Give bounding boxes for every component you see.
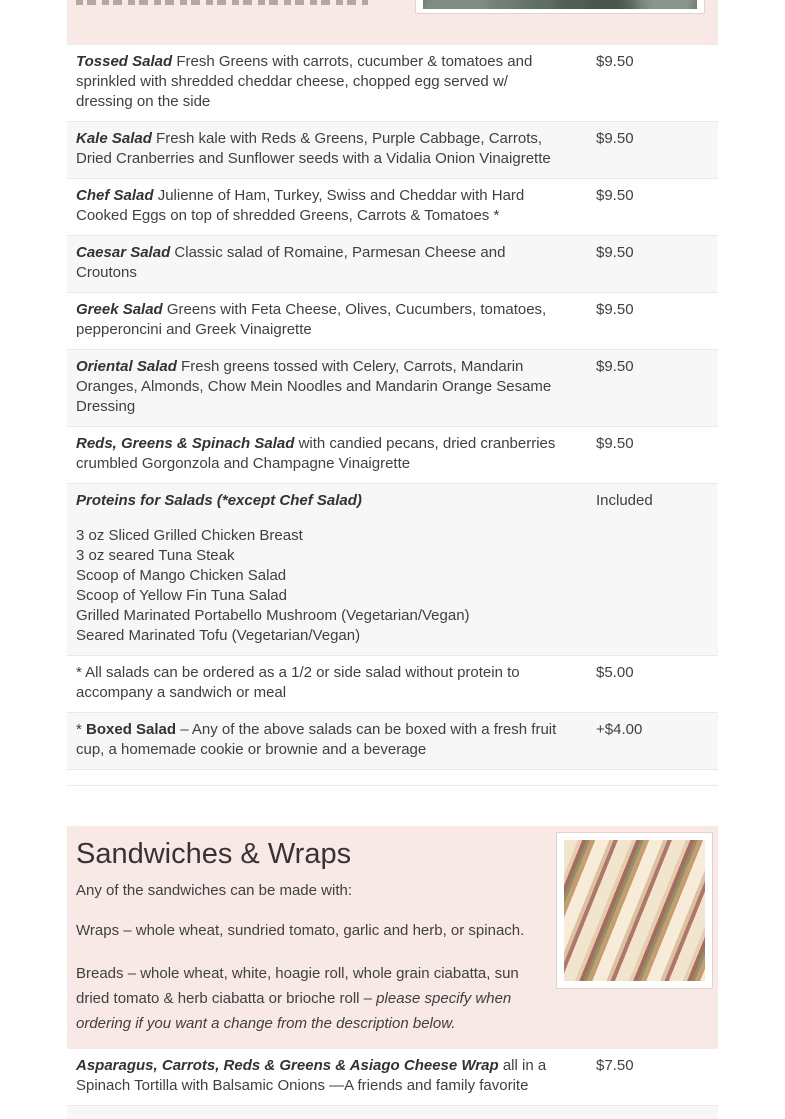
item-price: $9.50 xyxy=(596,130,634,147)
item-desc: Greens with Feta Cheese, Olives, Cucumbers, tomatoes, pepperoncini and Greek Vinaigrette xyxy=(76,301,547,338)
sandwich-photo-frame xyxy=(556,832,713,989)
breads-note: please specify when ordering if you want a change from the description below. xyxy=(76,990,512,1032)
sandwiches-table xyxy=(67,1049,718,1119)
item-price: $9.50 xyxy=(596,301,634,318)
menu-row-tossed-salad xyxy=(67,45,718,122)
sandwiches-section-header xyxy=(67,826,718,1049)
note-text: * All salads can be ordered as a 1/2 or side salad without protein to accompany a sandwich or meal xyxy=(76,664,520,701)
item-price: $7.50 xyxy=(596,1057,634,1074)
note-prefix: * xyxy=(76,721,87,738)
next-row-partial xyxy=(67,1106,718,1119)
wraps-line: Wraps – whole wheat, sundried tomato, garlic and herb, or spinach. xyxy=(76,922,525,939)
item-desc: – Any of the above salads can be boxed with a fresh fruit cup, a homemade cookie or brownie and a beverage xyxy=(76,721,557,758)
protein-option: Grilled Marinated Portabello Mushroom (Vegetarian/Vegan) xyxy=(76,607,470,624)
empty-table-row xyxy=(67,770,718,786)
menu-row-salad-proteins xyxy=(67,484,718,656)
item-desc: Julienne of Ham, Turkey, Swiss and Cheddar with Hard Cooked Eggs on top of shredded Greens, Carrots & Tomatoes * xyxy=(76,187,525,224)
salads-photo xyxy=(423,0,697,9)
protein-option: Seared Marinated Tofu (Vegetarian/Vegan) xyxy=(76,627,361,644)
item-price: Included xyxy=(596,492,653,509)
item-price: +$4.00 xyxy=(596,721,643,738)
item-name: Greek Salad xyxy=(76,301,163,318)
salads-table xyxy=(67,44,718,786)
item-name: Asparagus, Carrots, Reds & Greens & Asiago Cheese Wrap xyxy=(76,1057,499,1074)
section-intro xyxy=(76,881,548,1036)
menu-row-oriental-salad xyxy=(67,350,718,427)
item-desc: with candied pecans, dried cranberries crumbled Gorgonzola and Champagne Vinaigrette xyxy=(76,435,556,472)
item-price: $5.00 xyxy=(596,664,634,681)
salads-section-header-partial xyxy=(67,0,718,44)
item-desc: Classic salad of Romaine, Parmesan Cheese and Croutons xyxy=(76,244,506,281)
item-desc: Fresh greens tossed with Celery, Carrots, Mandarin Oranges, Almonds, Chow Mein Noodles and Mandarin Orange Sesame Dressing xyxy=(76,358,552,415)
sandwich-platter-photo xyxy=(564,840,705,981)
section-gap xyxy=(67,786,718,826)
item-name: Boxed Salad xyxy=(86,721,177,738)
item-name: Caesar Salad xyxy=(76,244,171,261)
menu-row-asparagus-wrap xyxy=(67,1049,718,1106)
salads-photo-frame xyxy=(415,0,705,14)
clipped-text-remnant xyxy=(76,0,368,5)
item-price: $9.50 xyxy=(596,187,634,204)
item-price: $9.50 xyxy=(596,53,634,70)
protein-option: 3 oz seared Tuna Steak xyxy=(76,547,235,564)
item-price: $9.50 xyxy=(596,435,634,452)
item-price: $9.50 xyxy=(596,358,634,375)
menu-row-boxed-salad-note xyxy=(67,713,718,770)
menu-row-greek-salad xyxy=(67,293,718,350)
protein-option: 3 oz Sliced Grilled Chicken Breast xyxy=(76,527,303,544)
protein-options-list xyxy=(76,526,564,646)
item-name: Chef Salad xyxy=(76,187,154,204)
breads-line: Breads – whole wheat, white, hoagie roll, whole grain ciabatta, sun dried tomato & herb ciabatta or brioche roll – please specify when ordering if you want a change from the description below. xyxy=(76,965,519,1032)
proteins-title: Proteins for Salads (*except Chef Salad) xyxy=(76,492,362,509)
protein-option: Scoop of Yellow Fin Tuna Salad xyxy=(76,587,287,604)
item-name: Reds, Greens & Spinach Salad xyxy=(76,435,295,452)
menu-row-caesar-salad xyxy=(67,236,718,293)
item-name: Oriental Salad xyxy=(76,358,177,375)
protein-option: Scoop of Mango Chicken Salad xyxy=(76,567,287,584)
menu-row-half-salad-note xyxy=(67,656,718,713)
item-desc: Fresh Greens with carrots, cucumber & tomatoes and sprinkled with shredded cheddar cheese, chopped egg served w/ dressing on the side xyxy=(76,53,533,110)
item-desc: Fresh kale with Reds & Greens, Purple Cabbage, Carrots, Dried Cranberries and Sunflower seeds with a Vidalia Onion Vinaigrette xyxy=(76,130,551,167)
section-title: Sandwiches & Wraps xyxy=(76,838,352,870)
item-desc: all in a Spinach Tortilla with Balsamic Onions —A friends and family favorite xyxy=(76,1057,547,1094)
item-price: $9.50 xyxy=(596,244,634,261)
menu-page xyxy=(67,0,718,1119)
menu-row-chef-salad xyxy=(67,179,718,236)
menu-row-kale-salad xyxy=(67,122,718,179)
menu-row-reds-greens-spinach-salad xyxy=(67,427,718,484)
intro-line: Any of the sandwiches can be made with: xyxy=(76,882,352,899)
item-name: Tossed Salad xyxy=(76,53,173,70)
item-name: Kale Salad xyxy=(76,130,152,147)
